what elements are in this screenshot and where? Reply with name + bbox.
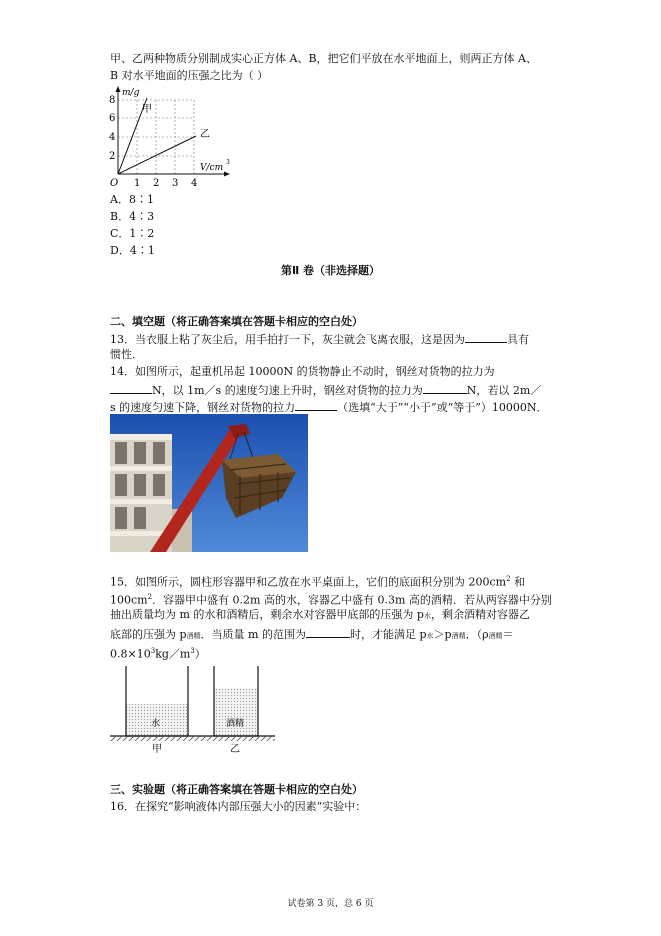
q12-stem-line1: 甲、乙两种物质分别制成实心正方体 A、B，把它们平放在水平地面上，则两正方体 A、	[110, 52, 537, 65]
q13-answer-blank[interactable]	[465, 331, 507, 343]
graph-series-yi: 乙	[200, 129, 210, 140]
q15-text-5c: ）	[194, 647, 206, 661]
graph-xtick-4: 4	[191, 178, 198, 189]
container-jia-label: 甲	[152, 744, 162, 754]
q14-text-b: N，以 1m／s 的速度匀速上升时，钢丝对货物的拉力为	[152, 384, 423, 397]
q15-sub-4d: 酒精	[488, 632, 503, 640]
q13-line1	[110, 331, 529, 347]
q15-text-2b: ．容器甲中盛有 0.2m 高的水，容器乙中盛有 0.3m 高的酒精．若从两容器中分别	[152, 593, 552, 607]
line-yi	[118, 136, 196, 174]
q15-text-1b: 和	[510, 575, 526, 589]
q15-sup-1: 2	[506, 575, 511, 583]
graph-ytick-2: 2	[109, 151, 116, 162]
q15-sub-4c: 酒精	[451, 632, 466, 640]
q15-sub-4b: 水	[426, 632, 434, 640]
graph-xlabel-sup: 3	[226, 159, 230, 166]
q14-text-d: s 的速度匀速下降，钢丝对货物的拉力	[110, 401, 296, 414]
q13-text-b: 具有	[507, 333, 529, 346]
q15-sub-4a: 酒精	[186, 632, 201, 640]
graph-origin: O	[110, 178, 119, 189]
q12-stem-line2: B 对水平地面的压强之比为（ ）	[110, 69, 269, 82]
water-label: 水	[151, 719, 161, 729]
q16-line1: 16．在探究“影响液体内部压强大小的因素“实验中：	[110, 800, 367, 813]
q14-blank-3[interactable]	[295, 399, 337, 411]
q15-sup-5a: 3	[150, 647, 156, 655]
graph-ytick-8: 8	[109, 95, 116, 106]
q12-option-b: B．4∶3	[110, 210, 155, 223]
page-footer: 试卷第 3 页，总 6 页	[287, 899, 374, 909]
containers-figure	[110, 664, 280, 754]
q15-text-4d: ＞p	[433, 628, 452, 641]
fill-section-heading: 二、填空题（将正确答案填在答题卡相应的空白处）	[110, 315, 363, 328]
q15-sub-3: 水	[423, 612, 431, 620]
q15-line1	[110, 572, 525, 590]
exp-section-heading: 三、实验题（将正确答案填在答题卡相应的空白处）	[110, 783, 363, 796]
graph-ytick-4: 4	[109, 132, 116, 143]
q15-sup-5b: 3	[190, 647, 195, 655]
q15-text-4e: ．（ρ	[465, 628, 489, 641]
crane-photo	[110, 414, 308, 552]
q14-line3	[110, 399, 548, 415]
q15-text-3a: 抽出质量均为 m 的水和酒精后，剩余水对容器甲底部的压强为 p	[110, 608, 424, 621]
graph-ytick-6: 6	[109, 113, 116, 124]
q15-line4	[110, 626, 514, 643]
density-graph	[108, 86, 238, 192]
q13-text-a: 13．当衣服上粘了灰尘后，用手拍打一下，灰尘就会飞离衣服，这是因为	[110, 333, 465, 346]
q15-text-4f: ＝	[502, 628, 514, 641]
q15-text-3b: ，剩余酒精对容器乙	[430, 608, 530, 621]
q13-line2: 惯性．	[110, 348, 143, 361]
q15-text-5a: 0.8×10	[110, 647, 151, 661]
container-yi-label: 乙	[230, 744, 240, 754]
q15-text-1a: 15．如图所示，圆柱形容器甲和乙放在水平桌面上，它们的底面积分别为 200cm	[110, 575, 507, 589]
section-title: 第Ⅱ 卷（非选择题）	[280, 264, 381, 277]
graph-xtick-2: 2	[153, 178, 160, 189]
graph-ylabel: m/g	[122, 88, 140, 98]
q15-text-4a: 底部的压强为 p	[110, 628, 187, 641]
q14-line1: 14．如图所示，起重机吊起 10000N 的货物静止不动时，钢丝对货物的拉力为	[110, 365, 495, 378]
q12-option-c: C．1∶2	[110, 227, 155, 240]
q15-sup-2: 2	[147, 593, 153, 601]
graph-xlabel: V/cm	[200, 163, 224, 173]
q15-answer-blank[interactable]	[306, 626, 350, 638]
graph-xtick-1: 1	[134, 178, 141, 189]
q12-option-d: D．4∶1	[110, 244, 155, 257]
q14-line2	[110, 382, 541, 398]
graph-xtick-3: 3	[172, 178, 179, 189]
q15-text-4b: ．当质量 m 的范围为	[200, 628, 306, 641]
q15-line3	[110, 608, 530, 623]
q14-blank-1[interactable]	[110, 382, 152, 394]
q15-line5	[110, 644, 206, 662]
q14-text-e: （选填“大于”“小于”或“等于”）10000N．	[337, 401, 548, 414]
q14-text-c: N，若以 2m／	[466, 384, 542, 397]
q15-text-5b: kg／m	[155, 647, 191, 661]
graph-series-jia: 甲	[142, 104, 152, 115]
q15-line2	[110, 590, 552, 608]
alcohol-label: 酒精	[226, 719, 245, 729]
q14-blank-2[interactable]	[423, 382, 467, 394]
q15-text-4c: 时，才能满足 p	[349, 628, 427, 641]
q15-text-2a: 100cm	[110, 593, 148, 607]
q12-option-a: A．8∶1	[110, 193, 154, 206]
